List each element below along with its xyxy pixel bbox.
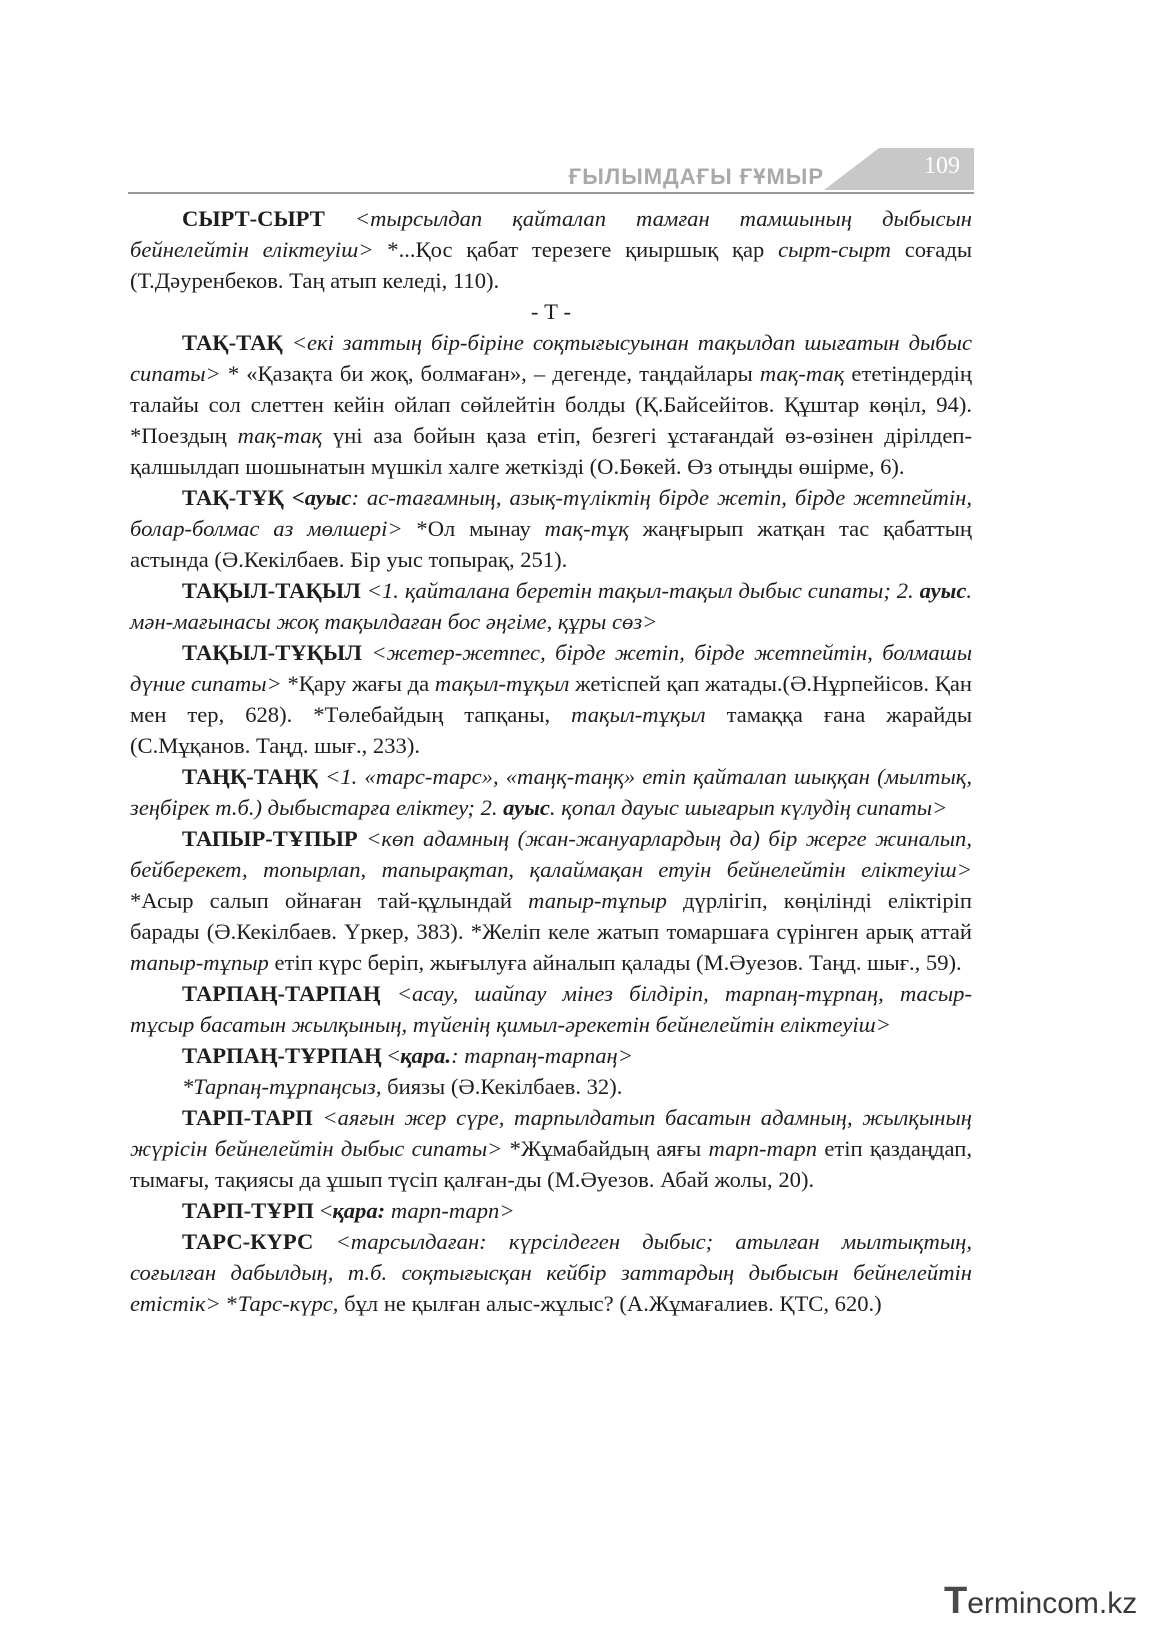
definition-bracket: < [381,1043,401,1068]
definition: <екі заттың бір-біріне соқтығысуынан тақылдап шығатын дыбыс сипаты> [130,330,972,386]
headword: ТАРПАҢ-ТҰРПАҢ [182,1043,382,1068]
logo-letter-t: T [944,1580,968,1622]
entry-tarp-tarp [130,1102,972,1195]
entry-taq-tuq [130,482,972,575]
example: бұл не қылған алыс-жұлыс? (А.Жұмағалиев. ҚТС, 620.) [338,1291,882,1316]
example-term: тақ-тақ [237,423,323,448]
headword: ТАПЫР-ТҰПЫР [182,826,358,851]
definition: : тарпаң-тарпаң> [451,1043,634,1068]
example: тамаққа ғана жарайды (С.Мұқанов. Таңд. шығ., 233). [130,702,973,758]
definition: тарп-тарп> [385,1198,515,1223]
definition: <жетер-жетпес, бірде жетіп, бірде жетпейтін, болмашы дүние сипаты> [130,640,972,696]
definition-marker: қара. [400,1043,452,1068]
example: етіп қаздаңдап, тымағы, тақиясы да ұшып түсіп қалған-ды (М.Әуезов. Абай жолы, 20). [130,1136,972,1192]
entry-tarpan-tarpan [130,978,972,1040]
entry-syrt-syrt [130,203,972,296]
example: биязы (Ә.Кекілбаев. 32). [381,1074,623,1099]
definition-marker: ауыс [919,578,967,603]
example: үні аза бойын қаза етіп, безгегі ұстағандай өз-өзінен дірілдеп-қалшылдап шошынатын мүшкіл халге жеткізді (О.Бөкей. Өз отыңды өшірме, 6). [130,423,972,479]
entry-tanq-tanq [130,761,972,823]
entry-example-line [130,1071,972,1102]
running-title: ҒЫЛЫМДАҒЫ ҒҰМЫР [568,164,824,189]
entry-taqyl-taqyl [130,575,972,637]
running-header [128,148,974,196]
example: * [220,1291,238,1316]
headword: ТАҚ-ТАҚ [182,330,283,355]
definition: <аяғын жер сүре, тарпылдатып басатын адамның, жылқының жүрісін бейнелейтін дыбыс сипаты> [130,1105,972,1161]
example-term: тапыр-тұпыр [528,888,667,913]
headword: ТАРП-ТҰРП [182,1198,314,1223]
example: * «Қазақта би жоқ, болмаған», – дегенде, таңдайлары [220,361,760,386]
entry-taq-taq [130,327,972,482]
definition: . қопал дауыс шығарып күлудің сипаты> [549,795,948,820]
definition-marker: <ауыс [283,485,352,510]
example-term: *Тарпаң-тұрпаңсыз, [182,1074,382,1099]
example-term: тақ-тақ [759,361,845,386]
definition-marker: қара: [332,1198,386,1223]
header-rule [128,192,974,194]
example: *Жұмабайдың аяғы [502,1136,709,1161]
example: *Қару жағы да [281,671,435,696]
example: жаңғырып жатқан тас қабаттың астында (Ә.Кекілбаев. Бір уыс топырақ, 251). [130,516,972,572]
headword: ТАРС-КҮРС [182,1229,314,1254]
entry-tarp-turp [130,1195,972,1226]
example-term: тарп-тарп [708,1136,818,1161]
example: *Асыр салып ойнаған тай-құлындай [130,888,529,913]
example: жетіспей қап жатады.(Ә.Нұрпейісов. Қан мен тер, 628). *Төлебайдың тапқаны, [130,671,972,727]
definition: <тырсылдап қайталап тамған тамшының дыбысын бейнелейтін еліктеуіш> [130,206,972,262]
definition: : ас-тағамның, азық-түліктің бірде жетіп, бірде жетпейтін, болар-болмас аз мөлшері> [130,485,972,541]
example: *...Қос қабат терезеге қиыршық қар [373,237,779,262]
definition: <тарсылдаған: күрсілдеген дыбыс; атылған мылтықтың, соғылған дабылдың, т.б. соқтығысқан кейбір заттардың дыбысын бейнелейтін етістік> [130,1229,972,1316]
example-term: сырт-сырт [778,237,891,262]
example-term: тақ-тұқ [544,516,629,541]
example-term: Тарс-күрс, [237,1291,339,1316]
headword: ТАҚЫЛ-ТАҚЫЛ [182,578,361,603]
definition: <1. қайталана беретін тақыл-тақыл дыбыс сипаты; 2. [360,578,920,603]
letter-divider: - Т - [530,299,572,324]
headword: ТАҚЫЛ-ТҰҚЫЛ [182,640,362,665]
example: дүрлігіп, көңілінді еліктіріп барады (Ә.Кекілбаев. Үркер, 383). *Желіп келе жатып томаршаға сүрінген арық аттай [130,888,972,944]
example-term: тақыл-тұқыл [434,671,570,696]
entry-tars-kurs [130,1226,972,1319]
logo-text: ermincom.kz [967,1587,1138,1620]
example: *Ол мынау [402,516,545,541]
definition: <1. «тарс-тарс», «таңқ-таңқ» етіп қайталап шыққан (мылтық, зеңбірек т.б.) дыбыстарға еліктеу; 2. [130,764,972,820]
entry-tarpan-turpan [130,1040,972,1071]
example-term: тақыл-тұқыл [571,702,706,727]
definition: . мән-мағынасы жоқ тақылдаған бос әңгіме, құры сөз> [130,578,972,634]
headword: ТАҚ-ТҰҚ [182,485,284,510]
definition-marker: ауыс [503,795,550,820]
example: ететіндердің талайы сол слеттен кейін ойлап сөйлейтін болды (Қ.Байсейітов. Құштар көңіл, 94). *Поездың [130,361,972,448]
entry-taqyl-tuqyl [130,637,972,761]
headword: ТАРП-ТАРП [182,1105,313,1130]
entry-tapyr-tupyr [130,823,972,978]
definition-bracket: < [313,1198,333,1223]
example: етіп күрс беріп, жығылуға айналып қалады (М.Әуезов. Таңд. шығ., 59). [268,950,962,975]
headword: ТАРПАҢ-ТАРПАҢ [182,981,381,1006]
definition: <асау, шайпау мінез білдіріп, тарпаң-тұрпаң, тасыр-тұсыр басатын жылқының, түйенің қимыл-әрекетін бейнелейтін еліктеуіш> [130,981,972,1037]
headword: ТАҢҚ-ТАҢҚ [182,764,318,789]
example: соғады (Т.Дәуренбеков. Таң атып келеді, 110). [130,237,973,293]
headword: СЫРТ-СЫРТ [182,206,325,231]
example-term: тапыр-тұпыр [130,950,269,975]
definition: <көп адамның (жан-жануарлардың да) бір жерге жиналып, бейберекет, топырлап, тапырақтап, қалаймақан етуін бейнелейтін еліктеуіш> [130,826,972,882]
termincom-watermark-logo [944,1580,1144,1622]
dictionary-text [130,203,972,1319]
page-number: 109 [924,153,960,179]
